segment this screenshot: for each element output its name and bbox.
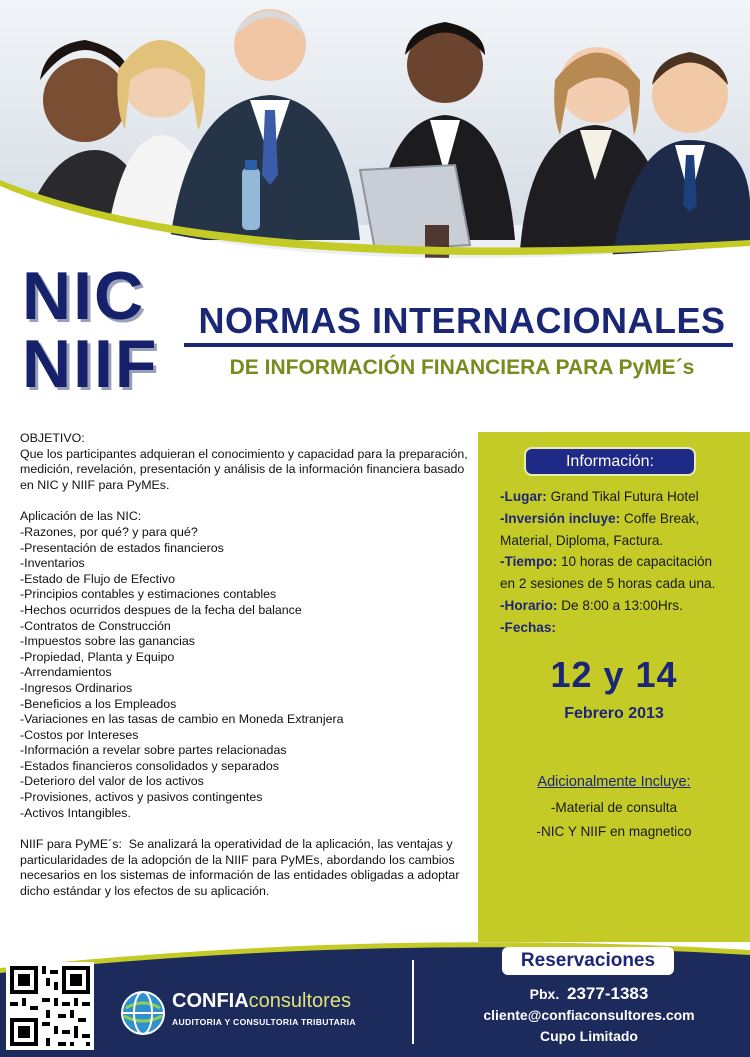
adicional-item: -Material de consulta bbox=[550, 800, 678, 815]
list-item: -Estado de Flujo de Efectivo bbox=[20, 571, 175, 586]
info-badge: Información: bbox=[526, 449, 694, 474]
adicional-label: Adicionalmente Incluye: bbox=[537, 774, 691, 790]
tiempo-value: 10 horas de capacitación bbox=[560, 554, 713, 570]
subtitle: DE INFORMACIÓN FINANCIERA PARA PyME´s bbox=[229, 356, 695, 379]
cupo-limitado: Cupo Limitado bbox=[540, 1028, 638, 1044]
list-item: -Impuestos sobre las ganancias bbox=[20, 634, 195, 649]
niif-text: Se analizará la operatividad de la aplicación, las ventajas y particularidades de la adopción de la NIIF para PyMEs, abordando los cambios necesarios en los sistemas de información de las entidades obligadas a adoptar dicho estándar y los efectos de su aplicación. bbox=[20, 837, 460, 899]
list-item: -Propiedad, Planta y Equipo bbox=[20, 649, 175, 664]
main-title: NORMAS INTERNACIONALES bbox=[198, 300, 726, 341]
list-item: -Costos por Intereses bbox=[20, 727, 139, 742]
list-item: -Estados financieros consolidados y separados bbox=[20, 758, 279, 773]
tiempo-value-2: en 2 sesiones de 5 horas cada una. bbox=[500, 576, 716, 592]
nic-topics-list bbox=[20, 525, 470, 821]
lugar-row bbox=[500, 486, 740, 508]
fechas-row bbox=[500, 617, 740, 639]
tiempo-row bbox=[500, 551, 740, 573]
business-team-illustration bbox=[0, 0, 750, 280]
pbx-number[interactable]: 2377-1383 bbox=[567, 984, 649, 1003]
email-link[interactable]: cliente@confiaconsultores.com bbox=[483, 1007, 695, 1023]
nic-heading: NIC bbox=[22, 258, 146, 334]
niif-paragraph bbox=[20, 837, 470, 899]
nic-niif-block bbox=[22, 258, 182, 402]
list-item: -Inventarios bbox=[20, 556, 85, 571]
tiempo-label: -Tiempo: bbox=[500, 554, 558, 570]
brand-bold: CONFIA bbox=[172, 990, 249, 1012]
list-item: -Hechos ocurridos despues de la fecha del balance bbox=[20, 602, 302, 617]
course-description bbox=[20, 431, 470, 900]
brand-tagline: AUDITORIA Y CONSULTORIA TRIBUTARIA bbox=[172, 1017, 356, 1027]
inversion-value-2: Material, Diploma, Factura. bbox=[500, 532, 664, 548]
info-panel bbox=[478, 432, 750, 942]
event-dates: 12 y 14 bbox=[550, 654, 678, 695]
brand-thin: consultores bbox=[248, 990, 351, 1012]
reservaciones-button[interactable]: Reservaciones bbox=[502, 947, 674, 975]
lugar-value: Grand Tikal Futura Hotel bbox=[550, 489, 699, 504]
qr-code-icon bbox=[6, 962, 94, 1050]
inversion-label: -Inversión incluye: bbox=[500, 510, 621, 526]
list-item: -Contratos de Construcción bbox=[20, 618, 171, 633]
list-item: -Variaciones en las tasas de cambio en Moneda Extranjera bbox=[20, 712, 344, 727]
list-item: -Arrendamientos bbox=[20, 665, 112, 680]
list-item: -Activos Intangibles. bbox=[20, 805, 131, 820]
footer-divider bbox=[412, 960, 414, 1044]
globe-logo-icon bbox=[120, 990, 166, 1036]
list-item: -Principios contables y estimaciones contables bbox=[20, 587, 277, 602]
brand-name bbox=[172, 990, 351, 1013]
lugar-label: -Lugar: bbox=[500, 489, 547, 504]
title-divider bbox=[184, 343, 733, 347]
adicional-item: -NIC Y NIIF en magnetico bbox=[536, 824, 692, 839]
pbx-label: Pbx. bbox=[529, 986, 560, 1002]
list-item: -Razones, por qué? y para qué? bbox=[20, 524, 198, 539]
horario-label: -Horario: bbox=[500, 597, 558, 613]
list-item: -Presentación de estados financieros bbox=[20, 540, 224, 555]
inversion-row bbox=[500, 508, 740, 530]
info-details bbox=[500, 486, 740, 639]
list-item: -Beneficios a los Empleados bbox=[20, 696, 177, 711]
horario-row bbox=[500, 595, 740, 617]
qr-code[interactable] bbox=[6, 962, 94, 1050]
phone-line bbox=[428, 984, 750, 1004]
objetivo-text: Que los participantes adquieran el conocimiento y capacidad para la preparación, medición, revelación, presentación y análisis de la información financiera basado en NIC y NIIF para PyMEs. bbox=[20, 446, 468, 492]
list-item: -Deterioro del valor de los activos bbox=[20, 774, 204, 789]
list-item: -Ingresos Ordinarios bbox=[20, 680, 133, 695]
hero-photo bbox=[0, 0, 750, 280]
inversion-value: Coffe Break, bbox=[623, 510, 700, 526]
niif-label: NIIF para PyME´s: bbox=[20, 837, 122, 852]
fechas-label: -Fechas: bbox=[500, 619, 556, 635]
objetivo-label: OBJETIVO: bbox=[20, 431, 85, 445]
event-month: Febrero 2013 bbox=[564, 705, 664, 722]
list-item: -Información a revelar sobre partes relacionadas bbox=[20, 743, 287, 758]
list-item: -Provisiones, activos y pasivos contingentes bbox=[20, 790, 263, 805]
horario-value: De 8:00 a 13:00Hrs. bbox=[561, 597, 683, 613]
niif-heading: NIIF bbox=[22, 326, 159, 402]
aplicacion-label: Aplicación de las NIC: bbox=[20, 509, 142, 524]
